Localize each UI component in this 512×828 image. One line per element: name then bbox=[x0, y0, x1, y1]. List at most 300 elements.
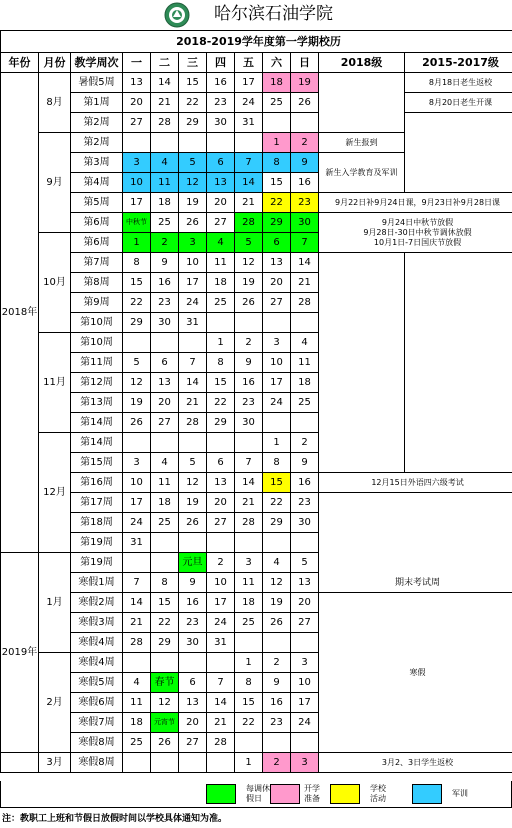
legend-swatch-holiday bbox=[206, 784, 236, 804]
day-cell: 15 bbox=[179, 73, 207, 93]
day-cell: 23 bbox=[263, 713, 291, 733]
day-cell: 26 bbox=[179, 513, 207, 533]
day-cell bbox=[207, 653, 235, 673]
header-day: 四 bbox=[207, 53, 235, 73]
day-cell: 24 bbox=[179, 293, 207, 313]
day-cell: 29 bbox=[151, 633, 179, 653]
day-cell: 10 bbox=[263, 353, 291, 373]
day-cell: 17 bbox=[123, 493, 151, 513]
note-cell: 新生入学教育及军训 bbox=[319, 153, 405, 193]
day-cell: 15 bbox=[151, 593, 179, 613]
day-cell: 23 bbox=[291, 193, 319, 213]
day-cell: 11 bbox=[207, 253, 235, 273]
day-cell: 15 bbox=[263, 173, 291, 193]
day-cell: 7 bbox=[123, 573, 151, 593]
day-cell bbox=[151, 533, 179, 553]
day-cell: 20 bbox=[263, 273, 291, 293]
day-cell: 7 bbox=[207, 673, 235, 693]
day-cell: 12 bbox=[179, 173, 207, 193]
week-cell: 第18周 bbox=[71, 513, 123, 533]
day-cell: 13 bbox=[179, 693, 207, 713]
day-cell bbox=[263, 313, 291, 333]
day-cell: 21 bbox=[235, 493, 263, 513]
week-cell: 寒假4周 bbox=[71, 633, 123, 653]
week-cell: 寒假8周 bbox=[71, 753, 123, 773]
note-cell bbox=[319, 253, 405, 473]
week-cell: 暑假5周 bbox=[71, 73, 123, 93]
day-cell: 7 bbox=[291, 233, 319, 253]
day-cell bbox=[179, 433, 207, 453]
day-cell: 22 bbox=[207, 393, 235, 413]
day-cell: 4 bbox=[123, 673, 151, 693]
day-cell: 29 bbox=[263, 513, 291, 533]
day-cell: 16 bbox=[207, 73, 235, 93]
week-cell: 第7周 bbox=[71, 253, 123, 273]
day-cell: 14 bbox=[179, 373, 207, 393]
day-cell: 2 bbox=[235, 333, 263, 353]
day-cell: 27 bbox=[151, 413, 179, 433]
day-cell: 5 bbox=[179, 153, 207, 173]
day-cell: 5 bbox=[179, 453, 207, 473]
day-cell: 31 bbox=[207, 633, 235, 653]
day-cell bbox=[291, 633, 319, 653]
month-cell: 3月 bbox=[39, 753, 71, 773]
day-cell: 16 bbox=[291, 173, 319, 193]
day-cell: 28 bbox=[207, 733, 235, 753]
day-cell: 21 bbox=[179, 393, 207, 413]
day-cell bbox=[235, 733, 263, 753]
week-cell: 第17周 bbox=[71, 493, 123, 513]
day-cell: 12 bbox=[179, 473, 207, 493]
day-cell: 9 bbox=[291, 153, 319, 173]
header-2015-2017: 2015-2017级 bbox=[405, 53, 512, 73]
day-cell: 29 bbox=[263, 213, 291, 233]
day-cell: 6 bbox=[207, 453, 235, 473]
day-cell: 30 bbox=[151, 313, 179, 333]
day-cell: 18 bbox=[151, 493, 179, 513]
week-cell: 第16周 bbox=[71, 473, 123, 493]
day-cell: 24 bbox=[235, 93, 263, 113]
calendar-row bbox=[1, 73, 512, 93]
legend-swatch-prep bbox=[270, 784, 300, 804]
week-cell: 第4周 bbox=[71, 173, 123, 193]
month-cell: 1月 bbox=[39, 553, 71, 653]
calendar-table bbox=[0, 30, 512, 773]
day-cell bbox=[263, 413, 291, 433]
day-cell: 3 bbox=[179, 233, 207, 253]
day-cell: 1 bbox=[123, 233, 151, 253]
day-cell: 16 bbox=[291, 473, 319, 493]
day-cell: 8 bbox=[235, 673, 263, 693]
header-day: 三 bbox=[179, 53, 207, 73]
note-cell: 寒假 bbox=[319, 593, 512, 753]
day-cell: 3 bbox=[123, 453, 151, 473]
legend-label-prep: 开学 准备 bbox=[304, 784, 320, 803]
day-cell: 10 bbox=[291, 673, 319, 693]
day-cell: 20 bbox=[179, 713, 207, 733]
day-cell: 3 bbox=[263, 333, 291, 353]
day-cell: 23 bbox=[151, 293, 179, 313]
day-cell bbox=[179, 753, 207, 773]
day-cell: 2 bbox=[207, 553, 235, 573]
day-cell bbox=[235, 633, 263, 653]
day-cell: 15 bbox=[123, 273, 151, 293]
day-cell: 19 bbox=[235, 273, 263, 293]
day-cell bbox=[151, 553, 179, 573]
week-cell: 第3周 bbox=[71, 153, 123, 173]
week-cell: 第6周 bbox=[71, 213, 123, 233]
day-cell: 16 bbox=[263, 693, 291, 713]
day-cell bbox=[207, 533, 235, 553]
day-cell: 27 bbox=[291, 613, 319, 633]
day-cell: 28 bbox=[291, 293, 319, 313]
day-cell: 11 bbox=[123, 693, 151, 713]
day-cell: 19 bbox=[263, 593, 291, 613]
day-cell: 30 bbox=[207, 113, 235, 133]
day-cell bbox=[123, 753, 151, 773]
day-cell: 6 bbox=[207, 153, 235, 173]
note-cell: 9月24日中秋节放假 9月28日-30日中秋节调休放假 10月1日-7日国庆节放假 bbox=[319, 213, 512, 253]
day-cell: 21 bbox=[291, 273, 319, 293]
week-cell: 第1周 bbox=[71, 93, 123, 113]
note-cell bbox=[319, 73, 405, 133]
day-cell: 2 bbox=[263, 753, 291, 773]
day-cell: 26 bbox=[151, 733, 179, 753]
day-cell: 1 bbox=[207, 333, 235, 353]
day-cell: 24 bbox=[291, 713, 319, 733]
day-cell: 17 bbox=[207, 593, 235, 613]
year-cell: 2018年 bbox=[1, 73, 39, 553]
day-cell: 18 bbox=[263, 73, 291, 93]
day-cell: 23 bbox=[291, 493, 319, 513]
day-cell: 18 bbox=[207, 273, 235, 293]
year-cell-empty bbox=[1, 753, 39, 773]
note-cell: 新生报到 bbox=[319, 133, 405, 153]
day-cell bbox=[151, 653, 179, 673]
day-cell: 10 bbox=[123, 473, 151, 493]
day-cell: 14 bbox=[291, 253, 319, 273]
day-cell: 20 bbox=[291, 593, 319, 613]
day-cell: 10 bbox=[123, 173, 151, 193]
day-cell: 22 bbox=[151, 613, 179, 633]
note-cell bbox=[405, 253, 512, 473]
day-cell: 20 bbox=[123, 93, 151, 113]
day-cell bbox=[235, 313, 263, 333]
day-cell bbox=[151, 333, 179, 353]
day-cell: 3 bbox=[291, 753, 319, 773]
calendar-row bbox=[1, 593, 512, 613]
day-cell: 2 bbox=[291, 133, 319, 153]
day-cell: 18 bbox=[291, 373, 319, 393]
day-cell: 14 bbox=[235, 473, 263, 493]
day-cell: 24 bbox=[123, 513, 151, 533]
day-cell: 25 bbox=[151, 213, 179, 233]
calendar-row bbox=[1, 253, 512, 273]
day-cell: 14 bbox=[151, 73, 179, 93]
day-cell: 10 bbox=[207, 573, 235, 593]
week-cell: 寒假2周 bbox=[71, 593, 123, 613]
month-cell: 2月 bbox=[39, 653, 71, 753]
day-cell: 31 bbox=[123, 533, 151, 553]
day-cell: 31 bbox=[235, 113, 263, 133]
header-year: 年份 bbox=[1, 53, 39, 73]
day-cell: 17 bbox=[235, 73, 263, 93]
day-cell: 24 bbox=[263, 393, 291, 413]
week-cell: 第11周 bbox=[71, 353, 123, 373]
day-cell: 9 bbox=[151, 253, 179, 273]
day-cell bbox=[263, 113, 291, 133]
day-cell: 25 bbox=[235, 613, 263, 633]
week-cell: 寒假7周 bbox=[71, 713, 123, 733]
day-cell: 17 bbox=[263, 373, 291, 393]
day-cell bbox=[207, 133, 235, 153]
day-cell: 4 bbox=[151, 153, 179, 173]
week-cell: 寒假8周 bbox=[71, 733, 123, 753]
calendar-row bbox=[1, 753, 512, 773]
header-day: 日 bbox=[291, 53, 319, 73]
day-cell: 27 bbox=[123, 113, 151, 133]
footer-note: 注：教职工上班和节假日放假时间以学校具体通知为准。 bbox=[2, 814, 228, 824]
calendar-row bbox=[1, 473, 512, 493]
day-cell: 31 bbox=[179, 313, 207, 333]
day-cell: 8 bbox=[151, 573, 179, 593]
day-cell: 9 bbox=[179, 573, 207, 593]
day-cell: 11 bbox=[291, 353, 319, 373]
day-cell bbox=[123, 133, 151, 153]
month-cell: 9月 bbox=[39, 133, 71, 233]
day-cell: 13 bbox=[207, 173, 235, 193]
day-cell: 28 bbox=[235, 213, 263, 233]
day-cell bbox=[263, 533, 291, 553]
day-cell bbox=[151, 133, 179, 153]
week-cell: 第2周 bbox=[71, 113, 123, 133]
month-cell: 10月 bbox=[39, 233, 71, 333]
week-cell: 第6周 bbox=[71, 233, 123, 253]
day-cell: 8 bbox=[207, 353, 235, 373]
day-cell: 29 bbox=[207, 413, 235, 433]
day-cell: 28 bbox=[123, 633, 151, 653]
day-cell: 5 bbox=[291, 553, 319, 573]
day-cell bbox=[123, 433, 151, 453]
day-cell: 28 bbox=[179, 413, 207, 433]
day-cell: 7 bbox=[179, 353, 207, 373]
day-cell: 19 bbox=[179, 493, 207, 513]
note-cell: 8月20日老生开课 bbox=[405, 93, 512, 113]
day-cell bbox=[207, 433, 235, 453]
day-cell: 15 bbox=[207, 373, 235, 393]
day-cell: 5 bbox=[123, 353, 151, 373]
month-cell: 8月 bbox=[39, 73, 71, 133]
day-cell: 22 bbox=[263, 493, 291, 513]
day-cell: 元旦 bbox=[179, 553, 207, 573]
day-cell: 6 bbox=[263, 233, 291, 253]
day-cell: 24 bbox=[207, 613, 235, 633]
day-cell: 27 bbox=[263, 293, 291, 313]
day-cell bbox=[235, 433, 263, 453]
week-cell: 第19周 bbox=[71, 553, 123, 573]
day-cell: 12 bbox=[235, 253, 263, 273]
day-cell: 8 bbox=[123, 253, 151, 273]
day-cell: 25 bbox=[207, 293, 235, 313]
header-week: 教学周次 bbox=[71, 53, 123, 73]
day-cell: 22 bbox=[179, 93, 207, 113]
week-cell: 第19周 bbox=[71, 533, 123, 553]
day-cell: 14 bbox=[123, 593, 151, 613]
day-cell: 10 bbox=[179, 253, 207, 273]
day-cell: 29 bbox=[123, 313, 151, 333]
day-cell: 中秋节 bbox=[123, 213, 151, 233]
day-cell: 25 bbox=[151, 513, 179, 533]
day-cell: 1 bbox=[263, 133, 291, 153]
day-cell: 1 bbox=[235, 653, 263, 673]
day-cell bbox=[123, 333, 151, 353]
legend-label-training: 军训 bbox=[452, 789, 468, 798]
day-cell bbox=[179, 533, 207, 553]
day-cell: 2 bbox=[291, 433, 319, 453]
day-cell bbox=[263, 733, 291, 753]
day-cell: 13 bbox=[151, 373, 179, 393]
day-cell: 22 bbox=[235, 713, 263, 733]
month-cell: 12月 bbox=[39, 433, 71, 553]
note-cell: 12月15日外语四六级考试 bbox=[319, 473, 512, 493]
week-cell: 第5周 bbox=[71, 193, 123, 213]
day-cell bbox=[291, 113, 319, 133]
day-cell: 2 bbox=[263, 653, 291, 673]
day-cell: 26 bbox=[123, 413, 151, 433]
day-cell: 23 bbox=[235, 393, 263, 413]
day-cell: 18 bbox=[151, 193, 179, 213]
day-cell: 23 bbox=[179, 613, 207, 633]
week-cell: 第14周 bbox=[71, 413, 123, 433]
day-cell: 22 bbox=[263, 193, 291, 213]
day-cell: 4 bbox=[151, 453, 179, 473]
day-cell: 1 bbox=[235, 753, 263, 773]
day-cell: 3 bbox=[123, 153, 151, 173]
day-cell: 11 bbox=[235, 573, 263, 593]
day-cell: 21 bbox=[235, 193, 263, 213]
day-cell bbox=[235, 533, 263, 553]
day-cell: 20 bbox=[207, 193, 235, 213]
day-cell: 8 bbox=[263, 153, 291, 173]
day-cell: 21 bbox=[151, 93, 179, 113]
calendar-row bbox=[1, 93, 512, 113]
day-cell: 26 bbox=[291, 93, 319, 113]
day-cell: 1 bbox=[263, 433, 291, 453]
day-cell: 春节 bbox=[151, 673, 179, 693]
week-cell: 寒假3周 bbox=[71, 613, 123, 633]
day-cell: 27 bbox=[179, 733, 207, 753]
day-cell bbox=[207, 313, 235, 333]
day-cell: 16 bbox=[179, 593, 207, 613]
day-cell: 28 bbox=[235, 513, 263, 533]
day-cell: 12 bbox=[123, 373, 151, 393]
note-cell: 期末考试周 bbox=[319, 493, 512, 593]
header-2018: 2018级 bbox=[319, 53, 405, 73]
day-cell bbox=[235, 133, 263, 153]
day-cell: 14 bbox=[235, 173, 263, 193]
day-cell: 18 bbox=[235, 593, 263, 613]
calendar-row bbox=[1, 113, 512, 133]
day-cell: 17 bbox=[291, 693, 319, 713]
week-cell: 第9周 bbox=[71, 293, 123, 313]
day-cell: 17 bbox=[123, 193, 151, 213]
legend bbox=[0, 781, 512, 807]
day-cell: 元宵节 bbox=[151, 713, 179, 733]
day-cell bbox=[151, 753, 179, 773]
day-cell: 16 bbox=[235, 373, 263, 393]
table-title: 2018-2019学年度第一学期校历 bbox=[1, 31, 512, 53]
day-cell: 3 bbox=[291, 653, 319, 673]
legend-label-activity: 学校 活动 bbox=[370, 784, 386, 803]
month-cell: 11月 bbox=[39, 333, 71, 433]
day-cell bbox=[207, 753, 235, 773]
day-cell: 9 bbox=[263, 673, 291, 693]
note-cell bbox=[405, 113, 512, 193]
day-cell: 30 bbox=[235, 413, 263, 433]
week-cell: 第15周 bbox=[71, 453, 123, 473]
day-cell: 26 bbox=[263, 613, 291, 633]
day-cell: 17 bbox=[179, 273, 207, 293]
day-cell: 30 bbox=[179, 633, 207, 653]
week-cell: 第10周 bbox=[71, 333, 123, 353]
day-cell: 19 bbox=[123, 393, 151, 413]
day-cell: 11 bbox=[151, 173, 179, 193]
legend-swatch-activity bbox=[330, 784, 360, 804]
school-logo-icon bbox=[164, 2, 190, 28]
day-cell: 7 bbox=[235, 453, 263, 473]
day-cell: 12 bbox=[151, 693, 179, 713]
day-cell: 7 bbox=[235, 153, 263, 173]
day-cell: 26 bbox=[179, 213, 207, 233]
day-cell: 21 bbox=[123, 613, 151, 633]
school-name: 哈尔滨石油学院 bbox=[214, 4, 333, 24]
week-cell: 第14周 bbox=[71, 433, 123, 453]
day-cell bbox=[179, 653, 207, 673]
header-month: 月份 bbox=[39, 53, 71, 73]
day-cell: 6 bbox=[179, 673, 207, 693]
legend-swatch-training bbox=[412, 784, 442, 804]
day-cell: 23 bbox=[207, 93, 235, 113]
day-cell bbox=[291, 733, 319, 753]
day-cell: 6 bbox=[151, 353, 179, 373]
week-cell: 第13周 bbox=[71, 393, 123, 413]
week-cell: 第2周 bbox=[71, 133, 123, 153]
day-cell bbox=[123, 653, 151, 673]
day-cell: 4 bbox=[263, 553, 291, 573]
day-cell: 3 bbox=[235, 553, 263, 573]
page-header bbox=[0, 0, 512, 30]
day-cell: 13 bbox=[291, 573, 319, 593]
day-cell: 25 bbox=[123, 733, 151, 753]
calendar-row bbox=[1, 493, 512, 513]
week-cell: 第10周 bbox=[71, 313, 123, 333]
day-cell: 14 bbox=[207, 693, 235, 713]
day-cell: 19 bbox=[179, 193, 207, 213]
calendar-row bbox=[1, 193, 512, 213]
note-cell: 9月22日补9月24日课，9月23日补9月28日课 bbox=[319, 193, 512, 213]
header-day: 六 bbox=[263, 53, 291, 73]
day-cell: 30 bbox=[291, 513, 319, 533]
day-cell: 9 bbox=[291, 453, 319, 473]
day-cell: 12 bbox=[263, 573, 291, 593]
legend-label-holiday: 每调休 假日 bbox=[246, 784, 270, 803]
week-cell: 第8周 bbox=[71, 273, 123, 293]
day-cell: 15 bbox=[263, 473, 291, 493]
day-cell bbox=[179, 133, 207, 153]
header-day: 一 bbox=[123, 53, 151, 73]
day-cell: 27 bbox=[207, 513, 235, 533]
note-cell: 3月2、3日学生返校 bbox=[319, 753, 512, 773]
